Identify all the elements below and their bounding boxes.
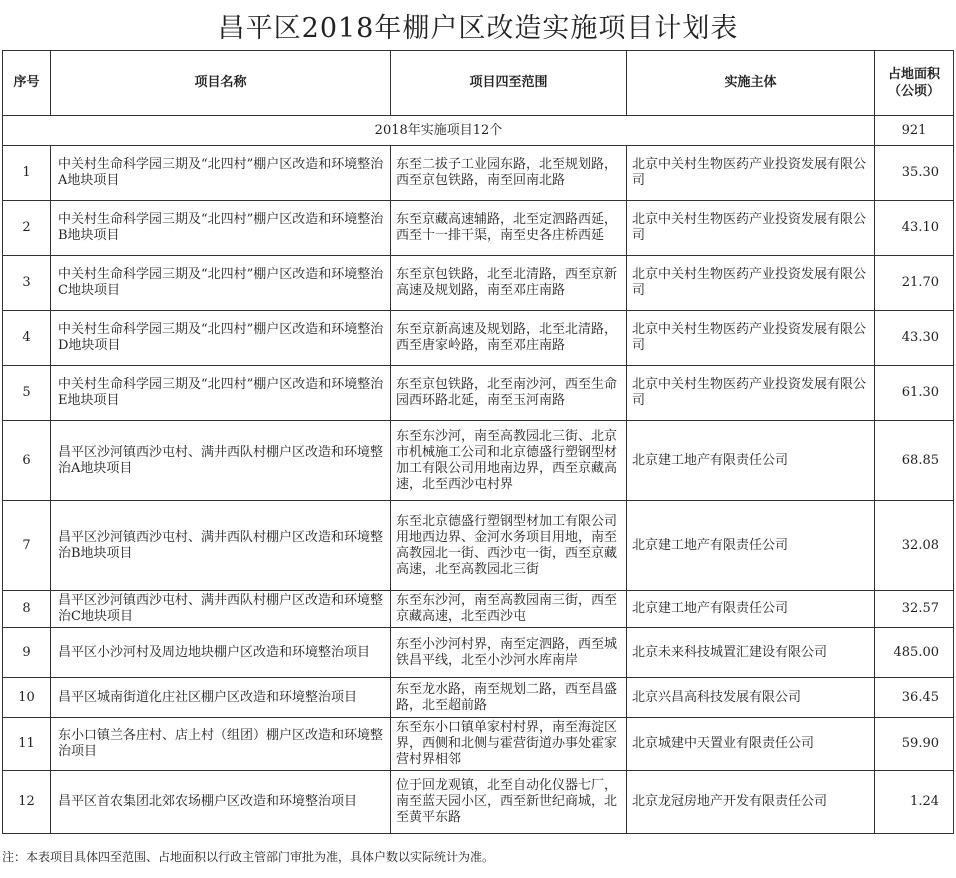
table-row — [3, 421, 954, 501]
row-entity: 北京龙冠房地产开发有限责任公司 — [627, 771, 875, 834]
row-project-name: 昌平区小沙河村及周边地块棚户区改造和环境整治项目 — [51, 628, 391, 678]
summary-row — [3, 116, 954, 146]
row-project-name: 中关村生命科学园三期及“北四村”棚户区改造和环境整治A地块项目 — [51, 146, 391, 201]
row-scope: 东至东小口镇单家村村界，南至海淀区界，西侧和北侧与霍营街道办事处霍家营村界相邻 — [391, 718, 627, 771]
row-index: 5 — [3, 366, 51, 421]
summary-area: 921 — [875, 116, 954, 146]
row-project-name: 中关村生命科学园三期及“北四村”棚户区改造和环境整治C地块项目 — [51, 256, 391, 311]
row-area: 61.30 — [875, 366, 954, 421]
row-index: 3 — [3, 256, 51, 311]
summary-label: 2018年实施项目12个 — [3, 116, 875, 146]
row-area: 485.00 — [875, 628, 954, 678]
row-area: 59.90 — [875, 718, 954, 771]
row-entity: 北京中关村生物医药产业投资发展有限公司 — [627, 146, 875, 201]
header-area: 占地面积 （公顷） — [875, 51, 954, 116]
row-project-name: 昌平区沙河镇西沙屯村、满井西队村棚户区改造和环境整治C地块项目 — [51, 591, 391, 628]
table-row — [3, 678, 954, 718]
row-index: 2 — [3, 201, 51, 256]
row-entity: 北京未来科技城置汇建设有限公司 — [627, 628, 875, 678]
row-project-name: 昌平区沙河镇西沙屯村、满井西队村棚户区改造和环境整治A地块项目 — [51, 421, 391, 501]
row-scope: 位于回龙观镇，北至自动化仪器七厂，南至蓝天园小区，西至新世纪商城，北至黄平东路 — [391, 771, 627, 834]
row-scope: 东至北京德盛行塑钢型材加工有限公司用地西边界、金河水务项目用地，南至高教园北一街、西沙屯一街，西至京藏高速，北至高教园北三街 — [391, 501, 627, 591]
table-row — [3, 256, 954, 311]
row-project-name: 昌平区城南街道化庄社区棚户区改造和环境整治项目 — [51, 678, 391, 718]
row-project-name: 昌平区首农集团北郊农场棚户区改造和环境整治项目 — [51, 771, 391, 834]
row-entity: 北京中关村生物医药产业投资发展有限公司 — [627, 366, 875, 421]
row-entity: 北京建工地产有限责任公司 — [627, 421, 875, 501]
row-entity: 北京建工地产有限责任公司 — [627, 501, 875, 591]
table-row — [3, 501, 954, 591]
row-project-name: 中关村生命科学园三期及“北四村”棚户区改造和环境整治E地块项目 — [51, 366, 391, 421]
row-index: 1 — [3, 146, 51, 201]
table-row — [3, 718, 954, 771]
project-table — [2, 50, 954, 834]
table-row — [3, 591, 954, 628]
row-area: 32.08 — [875, 501, 954, 591]
row-entity: 北京建工地产有限责任公司 — [627, 591, 875, 628]
row-index: 7 — [3, 501, 51, 591]
header-scope: 项目四至范围 — [391, 51, 627, 116]
row-area: 36.45 — [875, 678, 954, 718]
row-scope: 东至京包铁路，北至南沙河，西至生命园西环路北延，南至玉河南路 — [391, 366, 627, 421]
table-row — [3, 628, 954, 678]
table-row — [3, 146, 954, 201]
row-area: 21.70 — [875, 256, 954, 311]
row-index: 9 — [3, 628, 51, 678]
row-area: 35.30 — [875, 146, 954, 201]
row-index: 10 — [3, 678, 51, 718]
row-area: 1.24 — [875, 771, 954, 834]
row-entity: 北京中关村生物医药产业投资发展有限公司 — [627, 311, 875, 366]
row-entity: 北京中关村生物医药产业投资发展有限公司 — [627, 201, 875, 256]
row-scope: 东至京新高速及规划路，北至北清路，西至唐家岭路，南至邓庄南路 — [391, 311, 627, 366]
row-index: 11 — [3, 718, 51, 771]
row-area: 43.30 — [875, 311, 954, 366]
row-entity: 北京城建中天置业有限责任公司 — [627, 718, 875, 771]
row-scope: 东至东沙河，南至高教园南三街，西至京藏高速，北至西沙屯 — [391, 591, 627, 628]
row-area: 43.10 — [875, 201, 954, 256]
document-title: 昌平区2018年棚户区改造实施项目计划表 — [217, 13, 739, 44]
table-row — [3, 201, 954, 256]
header-entity: 实施主体 — [627, 51, 875, 116]
row-project-name: 中关村生命科学园三期及“北四村”棚户区改造和环境整治D地块项目 — [51, 311, 391, 366]
row-scope: 东至小沙河村界，南至定泗路，西至城铁昌平线，北至小沙河水库南岸 — [391, 628, 627, 678]
header-row — [3, 51, 954, 116]
row-scope: 东至东沙河，南至高教园北三街、北京市机械施工公司和北京德盛行塑钢型材加工有限公司用地南边界，西至京藏高速，北至西沙屯村界 — [391, 421, 627, 501]
row-index: 12 — [3, 771, 51, 834]
table-row — [3, 771, 954, 834]
row-entity: 北京中关村生物医药产业投资发展有限公司 — [627, 256, 875, 311]
row-scope: 东至龙水路，南至规划二路，西至昌盛路，北至超前路 — [391, 678, 627, 718]
row-area: 68.85 — [875, 421, 954, 501]
header-name: 项目名称 — [51, 51, 391, 116]
row-index: 4 — [3, 311, 51, 366]
table-row — [3, 366, 954, 421]
row-scope: 东至京藏高速辅路，北至定泗路西延，西至十一排干渠，南至史各庄桥西延 — [391, 201, 627, 256]
row-project-name: 中关村生命科学园三期及“北四村”棚户区改造和环境整治B地块项目 — [51, 201, 391, 256]
table-row — [3, 311, 954, 366]
row-project-name: 东小口镇兰各庄村、店上村（组团）棚户区改造和环境整治项目 — [51, 718, 391, 771]
row-index: 6 — [3, 421, 51, 501]
row-scope: 东至京包铁路，北至北清路，西至京新高速及规划路，南至邓庄南路 — [391, 256, 627, 311]
header-index: 序号 — [3, 51, 51, 116]
row-project-name: 昌平区沙河镇西沙屯村、满井西队村棚户区改造和环境整治B地块项目 — [51, 501, 391, 591]
row-entity: 北京兴昌高科技发展有限公司 — [627, 678, 875, 718]
footnote: 注：本表项目具体四至范围、占地面积以行政主管部门审批为准，具体户数以实际统计为准。 — [2, 850, 495, 864]
row-index: 8 — [3, 591, 51, 628]
row-area: 32.57 — [875, 591, 954, 628]
row-scope: 东至二拔子工业园东路，北至规划路，西至京包铁路，南至回南北路 — [391, 146, 627, 201]
